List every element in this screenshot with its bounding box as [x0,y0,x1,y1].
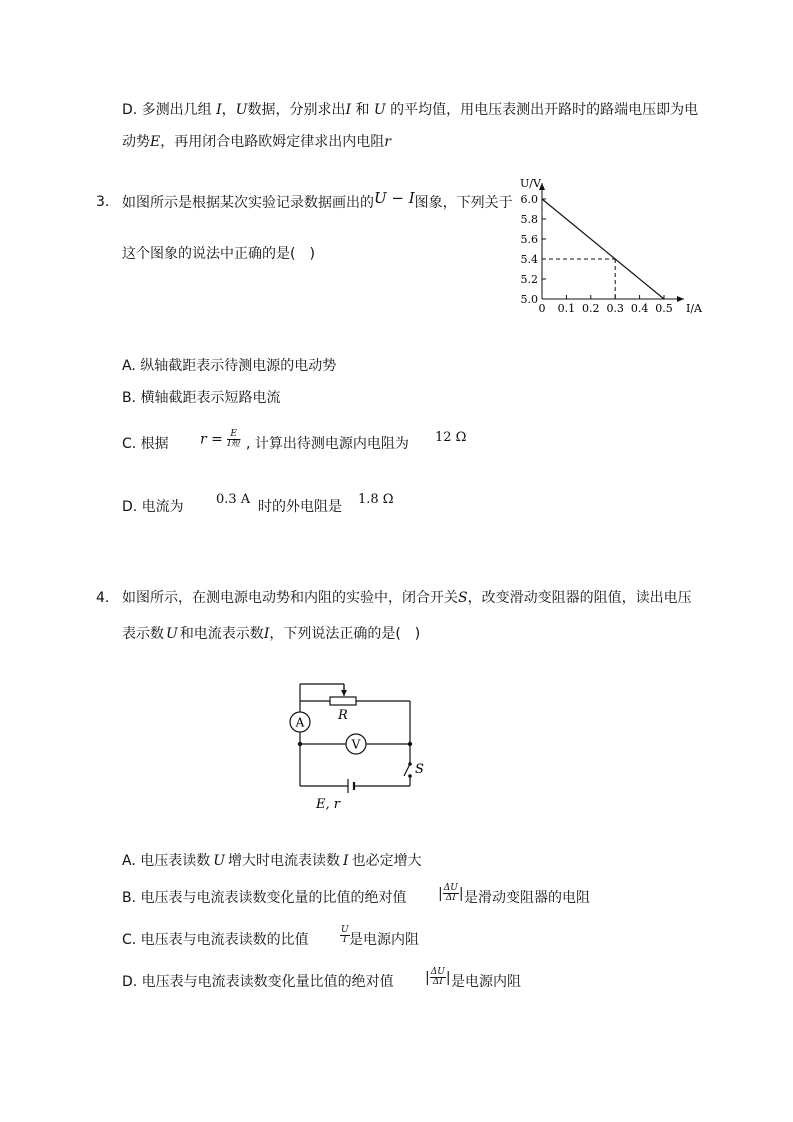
x-tick-label: 0.4 [630,302,649,315]
y-tick-label: 5.4 [520,253,538,266]
source-label: E, r [316,797,340,812]
q4-option-d-formula: | $\frac{\Delta U}{\Delta I}$ | [425,967,451,987]
data-line [542,199,664,299]
q3-option-c-value: 12 Ω [435,430,467,445]
q4-option-a: A. 电压表读数 U 增大时电流表读数 I 也必定增大 [122,853,422,869]
x-tick-label: 0 [538,302,546,315]
y-tick-label: 5.8 [520,213,538,226]
y-tick-label: 5.6 [520,233,538,246]
y-tick-label: 6.0 [520,193,538,206]
rheostat [330,697,356,705]
q4-option-c-formula: $\frac{U}{I}$ [341,925,349,945]
switch-contact [408,762,412,766]
q4-option-c-text: 是电源内阻 [349,932,419,948]
y-tick-label: 5.2 [520,273,538,286]
switch [404,764,410,776]
ui-chart [512,168,702,320]
q3-number: 3. [96,194,110,210]
switch-label: S [415,762,424,777]
junction [408,742,412,746]
q3-option-d-text: 时的外电阻是 [258,499,342,515]
switch-contact [408,774,412,778]
q3-option-c-text: , 计算出待测电源内电阻为 [246,436,409,452]
q4-option-d-text: 是电源内阻 [451,974,521,990]
q3-option-c: C. 根据 [122,436,169,452]
q3-option-d-value: 1.8 Ω [358,492,394,507]
q3-option-c-fraction: $\frac{E}{\text{I短}}$ [227,429,240,449]
y-tick-label: 5.0 [520,293,538,306]
q4-option-d: D. 电压表与电流表读数变化量比值的绝对值 [122,974,394,990]
junction [298,742,302,746]
slider-arrow [341,690,347,696]
circuit-diagram [282,672,442,822]
x-tick-label: 0.5 [655,302,673,315]
q3-stem-line2: 这个图象的说法中正确的是( ) [122,246,315,262]
q3-stem-line1: 如图所示是根据某次实验记录数据画出的U − I图象，下列关于 [122,189,513,211]
q3-option-d: D. 电流为 [122,499,184,515]
y-axis-label: U/V [520,177,541,190]
q3-option-a: A. 纵轴截距表示待测电源的电动势 [122,358,337,374]
rheostat-label: R [338,708,348,723]
prev-option-d-line2: 动势E，再用闭合电路欧姆定律求出内电阻r [122,134,391,150]
x-tick-label: 0.3 [606,302,624,315]
voltmeter-label: V [351,737,361,752]
x-axis-label: I/A [686,302,702,315]
q4-option-b-text: 是滑动变阻器的电阻 [464,890,590,906]
q3-option-c-formula: r = $\frac{E}{\text{I短}}$ [200,429,240,449]
x-axis-arrow [677,296,684,302]
q4-stem-line1: 如图所示，在测电源电动势和内阻的实验中，闭合开关S，改变滑动变阻器的阻值，读出电压 [122,590,692,606]
prev-option-d-line1: D. 多测出几组 I，U数据，分别求出I 和 U 的平均值，用电压表测出开路时的路端电压即为电 [122,102,699,118]
q4-option-c: C. 电压表与电流表读数的比值 [122,932,309,948]
q4-option-b-formula: | $\frac{\Delta U}{\Delta I}$ | [438,883,464,903]
q3-option-d-current: 0.3 A [216,492,251,507]
q4-number: 4. [96,590,110,606]
x-tick-label: 0.1 [557,302,576,315]
q3-option-b: B. 横轴截距表示短路电流 [122,390,281,406]
q4-stem-line2: 表示数 U 和电流表示数I，下列说法正确的是( ) [122,626,421,642]
q4-option-b: B. 电压表与电流表读数变化量的比值的绝对值 [122,890,407,906]
x-tick-label: 0.2 [582,302,600,315]
ammeter-label: A [295,715,305,730]
